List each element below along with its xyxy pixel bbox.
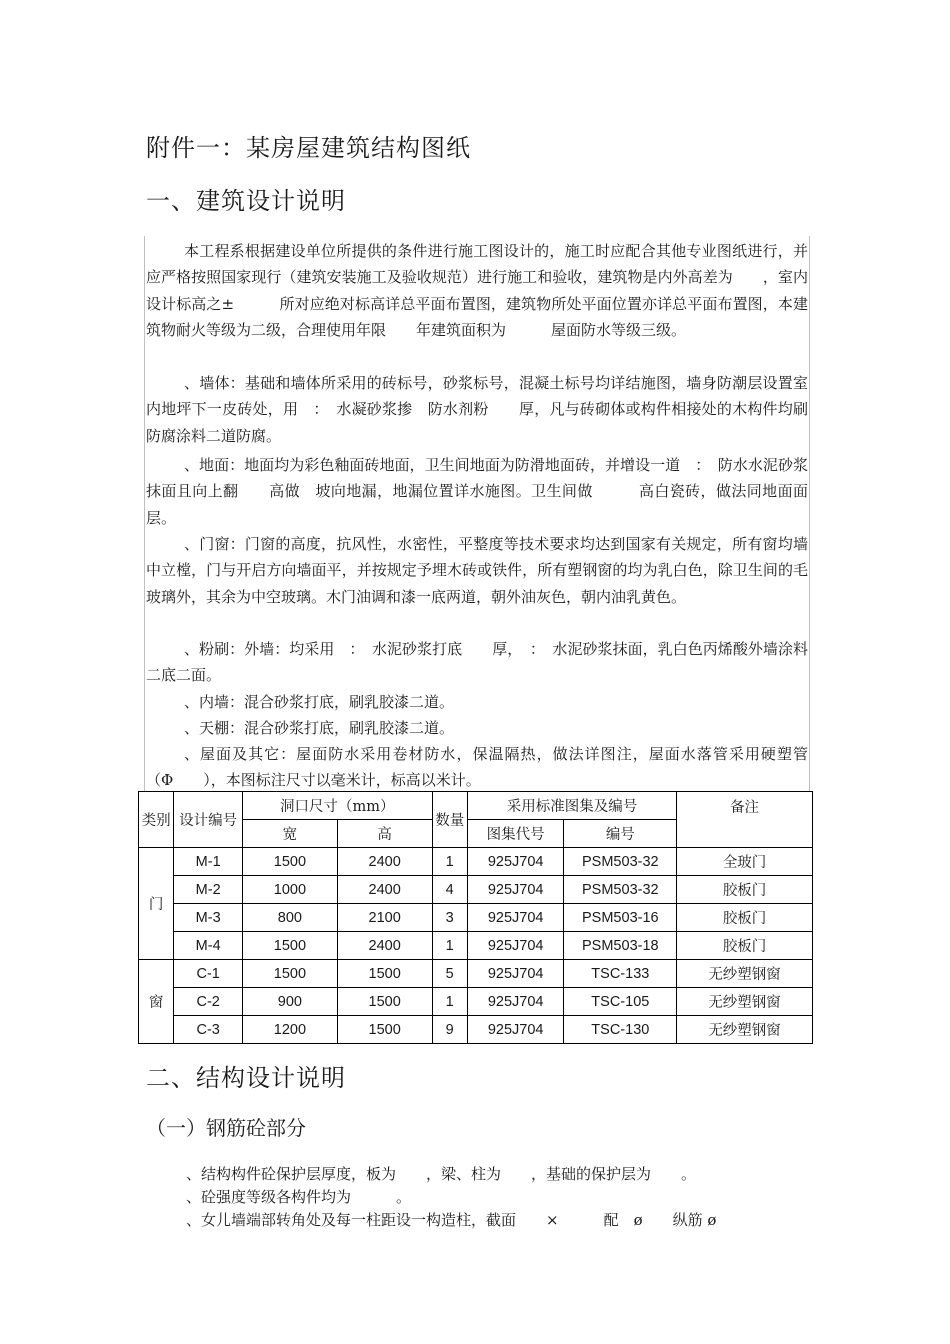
cell-qty: 1 [432, 988, 467, 1016]
cell-serial: PSM503-18 [564, 932, 677, 960]
group-window-label: 窗 [139, 960, 174, 1044]
header-design-no: 设计编号 [174, 792, 243, 848]
cell-note: 无纱塑钢窗 [677, 960, 813, 988]
cell-note: 胶板门 [677, 932, 813, 960]
table-row [139, 904, 813, 932]
cell-height: 2400 [337, 876, 432, 904]
cell-height: 2100 [337, 904, 432, 932]
table-header-row [139, 792, 813, 820]
cell-atlas: 925J704 [467, 876, 564, 904]
cell-atlas: 925J704 [467, 960, 564, 988]
table-row [139, 876, 813, 904]
cell-note: 无纱塑钢窗 [677, 1016, 813, 1044]
paragraph-walls: 、墙体：基础和墙体所采用的砖标号，砂浆标号，混凝土标号均详结施图，墙身防潮层设置室内地坪下一皮砖处，用 ： 水凝砂浆掺 防水剂粉 厚，凡与砖砌体或构件相接处的木构件均刷防腐涂料二道防腐。 [146, 374, 808, 445]
header-remarks: 备注 [677, 792, 813, 848]
paragraph-ceiling: 、天棚：混合砂浆打底，刷乳胶漆二道。 [184, 719, 455, 737]
cell-width: 1200 [243, 1016, 338, 1044]
paragraph-plastering: 、粉刷：外墙：均采用 ： 水泥砂浆打底 厚， ： 水泥砂浆抹面，乳白色丙烯酸外墙涂料二底二面。 [146, 640, 808, 685]
cell-height: 1500 [337, 988, 432, 1016]
cell-id: M-3 [174, 904, 243, 932]
header-width: 宽 [243, 820, 338, 848]
table-row [139, 960, 813, 988]
cell-atlas: 925J704 [467, 932, 564, 960]
cell-atlas: 925J704 [467, 988, 564, 1016]
cell-height: 1500 [337, 1016, 432, 1044]
cell-height: 2400 [337, 932, 432, 960]
cell-qty: 5 [432, 960, 467, 988]
door-window-schedule-table [138, 791, 813, 1044]
header-serial-no: 编号 [564, 820, 677, 848]
cell-id: M-1 [174, 848, 243, 876]
group-door-label: 门 [139, 848, 174, 960]
cell-atlas: 925J704 [467, 848, 564, 876]
cell-serial: PSM503-32 [564, 848, 677, 876]
cell-qty: 9 [432, 1016, 467, 1044]
cell-serial: PSM503-32 [564, 876, 677, 904]
cell-width: 1500 [243, 848, 338, 876]
cell-id: M-4 [174, 932, 243, 960]
cell-serial: PSM503-16 [564, 904, 677, 932]
document-title: 附件一：某房屋建筑结构图纸 [146, 134, 471, 162]
cell-qty: 3 [432, 904, 467, 932]
cell-note: 胶板门 [677, 904, 813, 932]
structure-line-parapet: 、女儿墙端部转角处及每一柱距设一构造柱，截面 × 配 ø 纵筋 ø [186, 1211, 717, 1229]
cell-id: C-3 [174, 1016, 243, 1044]
header-category: 类别 [139, 792, 174, 848]
cell-width: 1500 [243, 960, 338, 988]
cell-qty: 1 [432, 932, 467, 960]
paragraph-roof: 、屋面及其它：屋面防水采用卷材防水，保温隔热，做法详图注，屋面水落管采用硬塑管（Φ ），本图标注尺寸以毫米计，标高以米计。 [146, 745, 808, 790]
structure-line-strength: 、砼强度等级各构件均为 。 [186, 1188, 412, 1206]
cell-height: 1500 [337, 960, 432, 988]
cell-id: M-2 [174, 876, 243, 904]
cell-width: 1500 [243, 932, 338, 960]
cell-height: 2400 [337, 848, 432, 876]
cell-serial: TSC-130 [564, 1016, 677, 1044]
subsection-heading-concrete: （一）钢筋砼部分 [146, 1116, 306, 1140]
cell-id: C-2 [174, 988, 243, 1016]
table-row [139, 988, 813, 1016]
cell-note: 全玻门 [677, 848, 813, 876]
cell-id: C-1 [174, 960, 243, 988]
cell-qty: 4 [432, 876, 467, 904]
header-height: 高 [337, 820, 432, 848]
cell-serial: TSC-105 [564, 988, 677, 1016]
cell-width: 900 [243, 988, 338, 1016]
paragraph-general: 本工程系根据建设单位所提供的条件进行施工图设计的，施工时应配合其他专业图纸进行，并应严格按照国家现行（建筑安装施工及验收规范）进行施工和验收，建筑物是内外高差为 ，室内设计标高之± 所对应绝对标高详总平面布置图，建筑物所处平面位置亦详总平面布置图，本建筑物耐火等级为二级，合理使用年限 年建筑面积为 屋面防水等级三级。 [146, 242, 808, 339]
paragraph-doors-windows: 、门窗：门窗的高度，抗风性，水密性，平整度等技术要求均达到国家有关规定，所有窗均墙中立樘，门与开启方向墙面平，并按规定予埋木砖或铁件，所有塑钢窗的均为乳白色，除卫生间的毛玻璃外，其余为中空玻璃。木门油调和漆一底两道，朝外油灰色，朝内油乳黄色。 [146, 535, 808, 606]
cell-serial: TSC-133 [564, 960, 677, 988]
paragraph-floors: 、地面：地面均为彩色釉面砖地面，卫生间地面为防滑地面砖，并增设一道 ： 防水水泥砂浆抹面且向上翻 高做 坡向地漏，地漏位置详水施图。卫生间做 高白瓷砖，做法同地面面层。 [146, 456, 808, 527]
cell-width: 1000 [243, 876, 338, 904]
header-std-atlas: 采用标准图集及编号 [467, 792, 676, 820]
paragraph-interior-walls: 、内墙：混合砂浆打底，刷乳胶漆二道。 [184, 693, 455, 711]
header-atlas-code: 图集代号 [467, 820, 564, 848]
cell-qty: 1 [432, 848, 467, 876]
cell-atlas: 925J704 [467, 1016, 564, 1044]
header-opening-size: 洞口尺寸（mm） [243, 792, 433, 820]
cell-note: 胶板门 [677, 876, 813, 904]
cell-atlas: 925J704 [467, 904, 564, 932]
cell-note: 无纱塑钢窗 [677, 988, 813, 1016]
table-row [139, 932, 813, 960]
table-row [139, 1016, 813, 1044]
section-heading-architecture: 一、建筑设计说明 [146, 187, 346, 215]
header-qty: 数量 [432, 792, 467, 848]
section-heading-structure: 二、结构设计说明 [146, 1064, 346, 1092]
structure-line-cover: 、结构构件砼保护层厚度，板为 ，梁、柱为 ，基础的保护层为 。 [186, 1165, 697, 1183]
table-row [139, 848, 813, 876]
cell-width: 800 [243, 904, 338, 932]
